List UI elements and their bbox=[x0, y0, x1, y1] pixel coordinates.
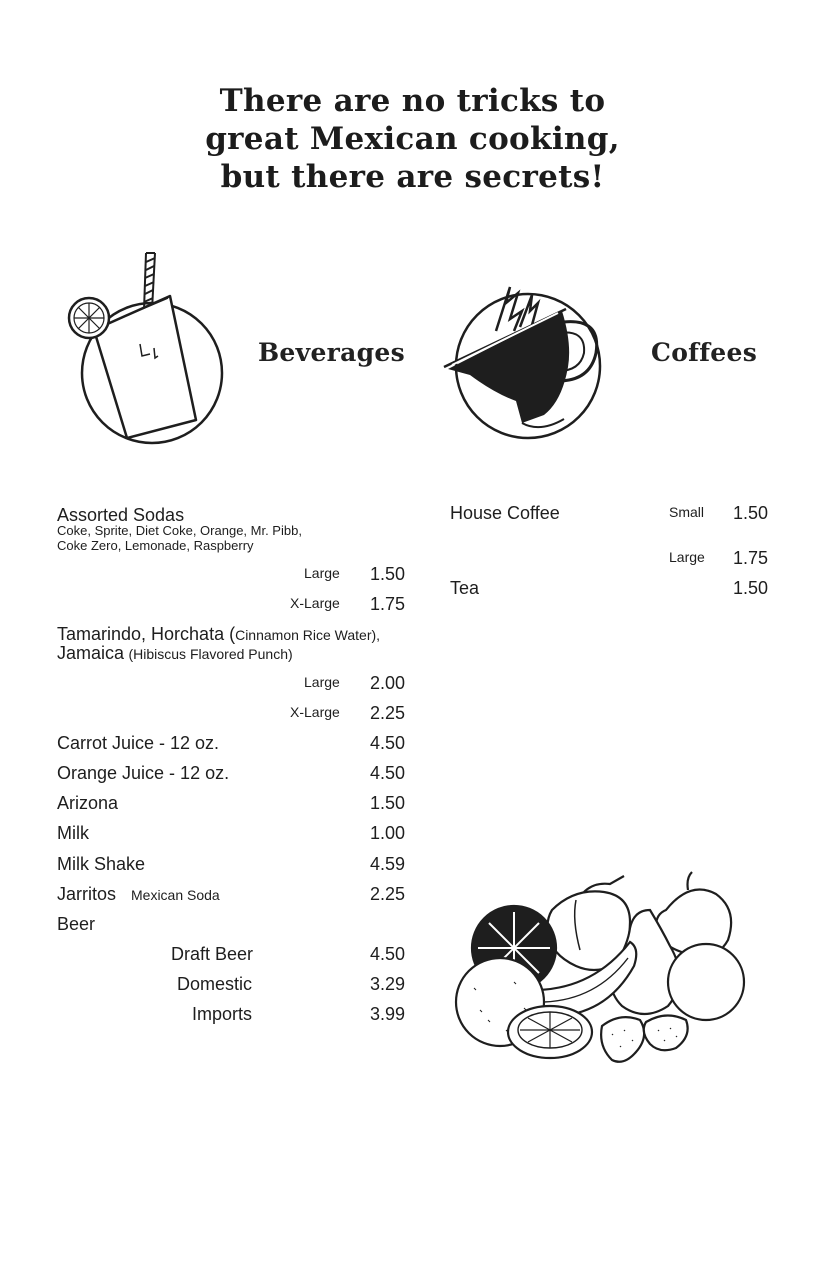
menu-item-name: Beer bbox=[57, 914, 96, 934]
menu-item-name: Milk Shake bbox=[57, 854, 146, 874]
menu-item-description: Coke Zero, Lemonade, Raspberry bbox=[57, 538, 254, 553]
soda-cup-icon bbox=[62, 248, 232, 453]
menu-item-price: 4.50 bbox=[369, 944, 405, 964]
size-label: X-Large bbox=[290, 595, 340, 611]
menu-item-description: Coke, Sprite, Diet Coke, Orange, Mr. Pibb, bbox=[57, 523, 302, 538]
menu-item-description: Cinnamon Rice Water), bbox=[235, 627, 381, 643]
fruit-illustration bbox=[444, 870, 749, 1070]
menu-item-price: 2.25 bbox=[369, 703, 405, 723]
menu-item-name: Tea bbox=[450, 578, 480, 598]
menu-item-name-text: Jamaica bbox=[57, 643, 125, 663]
size-label: Large bbox=[669, 549, 705, 565]
menu-item-name bbox=[57, 624, 380, 645]
menu-item-name bbox=[57, 643, 293, 664]
menu-item-description: Mexican Soda bbox=[131, 887, 220, 903]
menu-item-name: Assorted Sodas bbox=[57, 505, 185, 525]
menu-item-price: 4.59 bbox=[369, 854, 405, 874]
menu-item-name: Arizona bbox=[57, 793, 119, 813]
beer-option-name: Imports bbox=[192, 1004, 253, 1024]
menu-item-name: Carrot Juice - 12 oz. bbox=[57, 733, 220, 753]
menu-item-price: 4.50 bbox=[369, 733, 405, 753]
heading-line-2: great Mexican cooking, bbox=[205, 121, 620, 157]
menu-item-price: 1.50 bbox=[732, 503, 768, 523]
size-label: X-Large bbox=[290, 704, 340, 720]
beer-option-name: Domestic bbox=[177, 974, 253, 994]
menu-item-price: 1.75 bbox=[732, 548, 768, 568]
menu-item-price: 4.50 bbox=[369, 763, 405, 783]
page-heading bbox=[0, 82, 825, 196]
coffees-title: Coffees bbox=[651, 338, 758, 367]
menu-item-name-text: Tamarindo, Horchata ( bbox=[57, 624, 236, 644]
menu-item-price: 1.50 bbox=[369, 793, 405, 813]
heading-line-1: There are no tricks to bbox=[219, 83, 606, 119]
size-label: Large bbox=[304, 674, 340, 690]
menu-item-name: Milk bbox=[57, 823, 89, 843]
menu-item-name: House Coffee bbox=[450, 503, 560, 523]
menu-item-price: 3.29 bbox=[369, 974, 405, 994]
size-label: Large bbox=[304, 565, 340, 581]
menu-item-description: (Hibiscus Flavored Punch) bbox=[128, 646, 293, 662]
menu-item-price: 1.00 bbox=[369, 823, 405, 843]
heading-line-3: but there are secrets! bbox=[220, 159, 605, 195]
menu-item-price: 3.99 bbox=[369, 1004, 405, 1024]
beer-option-name: Draft Beer bbox=[171, 944, 254, 964]
size-label: Small bbox=[669, 504, 705, 520]
menu-item-price: 1.50 bbox=[369, 564, 405, 584]
menu-item-price: 2.00 bbox=[369, 673, 405, 693]
menu-item-name: Orange Juice - 12 oz. bbox=[57, 763, 230, 783]
coffee-cup-icon bbox=[440, 283, 610, 448]
menu-item-price: 1.50 bbox=[732, 578, 768, 598]
menu-item-price: 2.25 bbox=[369, 884, 405, 904]
menu-item-price: 1.75 bbox=[369, 594, 405, 614]
menu-item-name: Jarritos bbox=[57, 884, 117, 904]
beverages-title: Beverages bbox=[258, 338, 405, 367]
